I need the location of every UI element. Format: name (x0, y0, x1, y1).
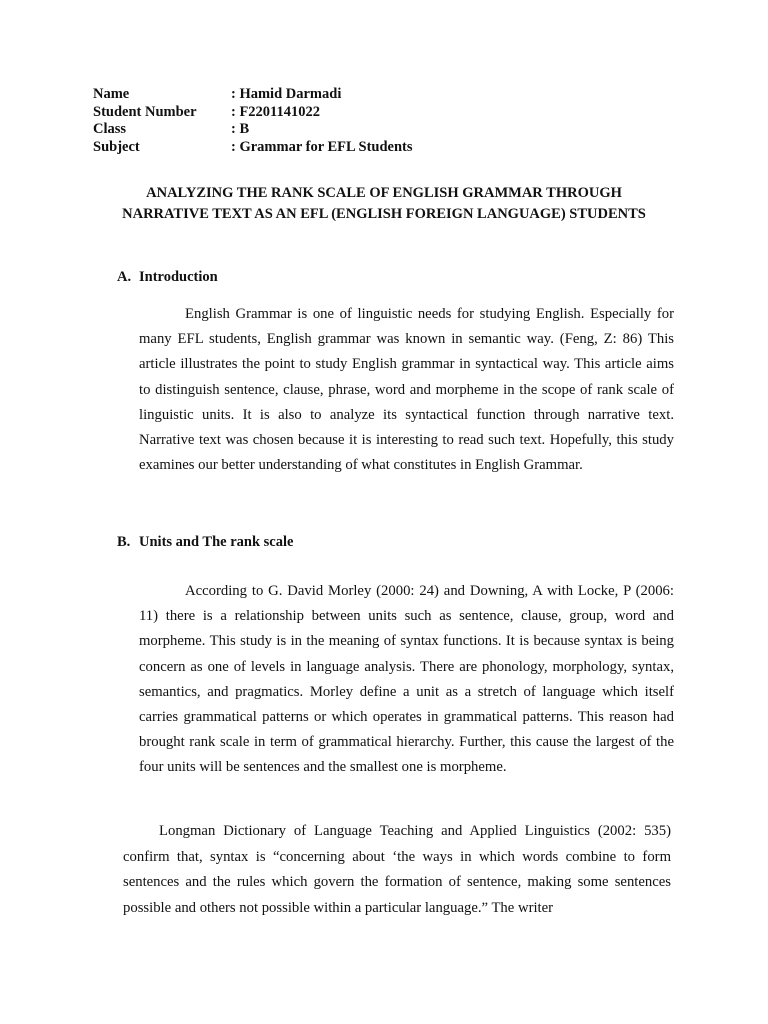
info-value: : F2201141022 (231, 103, 321, 120)
document-title (80, 183, 688, 225)
info-value: : Hamid Darmadi (231, 86, 342, 102)
info-label: Student Number (93, 103, 197, 120)
title-line-1: ANALYZING THE RANK SCALE OF ENGLISH GRAMMAR THROUGH (146, 185, 622, 201)
section-heading-units-rank-scale (117, 532, 293, 552)
info-row-name (93, 86, 513, 104)
paragraph-introduction: English Grammar is one of linguistic needs for studying English. Especially for many EFL students, English grammar was known in semantic way. (Feng, Z: 86) This article illustrates the point to study English grammar in syntactical way. This article aims to distinguish sentence, clause, phrase, word and morpheme in the scope of rank scale of linguistic units. It is also to analyze its syntactical function through narrative text. Narrative text was chosen because it is interesting to read such text. Hopefully, this study examines our better understanding of what constitutes in English Grammar. (139, 306, 674, 474)
section-letter: B. (117, 534, 131, 550)
title-line-2: NARRATIVE TEXT AS AN EFL (ENGLISH FOREIGN LANGUAGE) STUDENTS (122, 206, 646, 222)
info-row-class (93, 121, 513, 139)
info-value: : B (231, 121, 250, 137)
info-label: Class (93, 121, 127, 137)
info-label: Name (93, 86, 130, 102)
section-title: Introduction (139, 269, 218, 285)
section-letter: A. (117, 269, 132, 285)
paragraph-units-1: According to G. David Morley (2000: 24) and Downing, A with Locke, P (2006: 11) there is a relationship between units such as sentence, clause, group, word and morpheme. This study is in the meaning of syntax functions. It is because syntax is being concern as one of levels in language analysis. There are phonology, morphology, syntax, semantics, and pragmatics. Morley define a unit as a stretch of language which itself carries grammatical patterns or which operates in grammatical patterns. This reason had brought rank scale in term of grammatical hierarchy. Further, this cause the largest of the four units will be sentences and the smallest one is morpheme. (139, 583, 674, 776)
info-row-subject (93, 139, 513, 157)
info-row-student-number (93, 104, 513, 122)
paragraph-units-2: Longman Dictionary of Language Teaching and Applied Linguistics (2002: 535) confirm that, syntax is “concerning about ‘the ways in which words combine to form sentences and the rules which govern the formation of sentence, making some sentences possible and others not possible within a particular language.” The writer (123, 823, 671, 916)
section-heading-introduction (117, 267, 218, 287)
student-info-block (93, 86, 513, 156)
info-label: Subject (93, 138, 140, 155)
info-value: : Grammar for EFL Students (231, 138, 413, 155)
section-title: Units and The rank scale (139, 534, 294, 550)
